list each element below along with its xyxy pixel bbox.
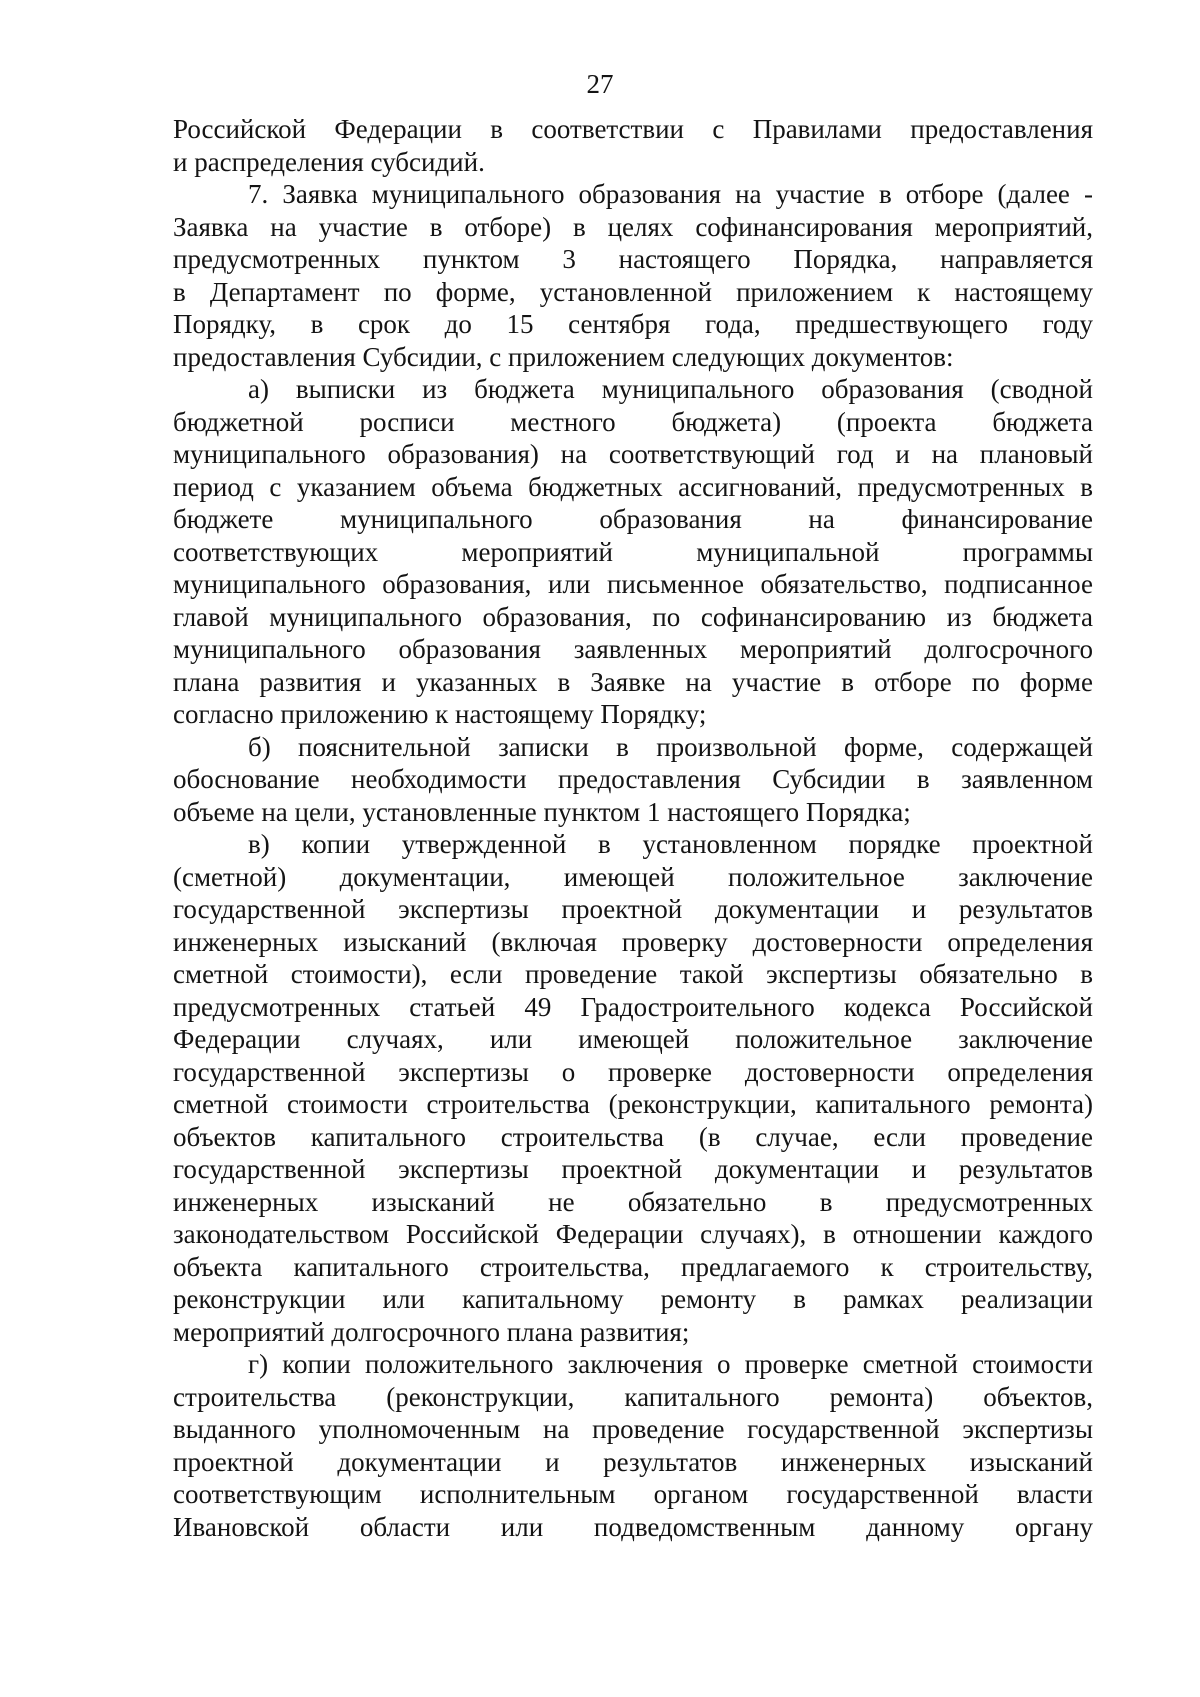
text-line: б) пояснительной записки в произвольной форме, содержащей bbox=[248, 731, 1093, 762]
text-line: мероприятий долгосрочного плана развития; bbox=[173, 1316, 690, 1347]
text-line: обоснование необходимости предоставления Субсидии в заявленном bbox=[173, 764, 1093, 794]
text-line: объеме на цели, установленные пунктом 1 настоящего Порядка; bbox=[173, 796, 911, 827]
text-line: предусмотренных статьей 49 Градостроительного кодекса Российской bbox=[173, 991, 1093, 1022]
text-line: г) копии положительного заключения о проверке сметной стоимости bbox=[248, 1349, 1093, 1379]
text-line: предусмотренных пунктом 3 настоящего Порядка, направляется bbox=[173, 244, 1093, 274]
page-number: 27 bbox=[586, 69, 614, 99]
text-line: и распределения субсидий. bbox=[173, 146, 485, 177]
text-line: объектов капитального строительства (в случае, если проведение bbox=[173, 1121, 1093, 1152]
paragraph-continuation bbox=[173, 113, 1093, 178]
text-line: сметной стоимости), если проведение такой экспертизы обязательно в bbox=[173, 959, 1093, 989]
text-line: Порядку, в срок до 15 сентября года, предшествующего году bbox=[173, 309, 1093, 339]
text-line: плана развития и указанных в Заявке на участие в отборе по форме bbox=[173, 666, 1093, 697]
document-body bbox=[173, 113, 1093, 1543]
text-line: Федерации случаях, или имеющей положительное заключение bbox=[173, 1024, 1093, 1054]
text-line: бюджетной росписи местного бюджета) (проекта бюджета bbox=[173, 406, 1093, 437]
text-line: соответствующим исполнительным органом государственной власти bbox=[173, 1479, 1093, 1509]
text-line: выданного уполномоченным на проведение государственной экспертизы bbox=[173, 1414, 1093, 1444]
text-line: (сметной) документации, имеющей положительное заключение bbox=[173, 861, 1093, 892]
text-line: период с указанием объема бюджетных ассигнований, предусмотренных в bbox=[173, 471, 1093, 502]
text-line: согласно приложению к настоящему Порядку; bbox=[173, 699, 707, 729]
text-line: в Департамент по форме, установленной приложением к настоящему bbox=[173, 276, 1093, 307]
text-line: муниципального образования заявленных мероприятий долгосрочного bbox=[173, 634, 1093, 664]
text-line: Российской Федерации в соответствии с Правилами предоставления bbox=[173, 114, 1093, 144]
text-line: предоставления Субсидии, с приложением следующих документов: bbox=[173, 341, 954, 372]
text-line: строительства (реконструкции, капитального ремонта) объектов, bbox=[173, 1381, 1093, 1412]
text-line: инженерных изысканий не обязательно в предусмотренных bbox=[173, 1186, 1093, 1217]
text-line: Ивановской области или подведомственным данному органу bbox=[173, 1511, 1093, 1542]
paragraph-item-7 bbox=[173, 178, 1093, 373]
text-line: объекта капитального строительства, предлагаемого к строительству, bbox=[173, 1251, 1093, 1282]
text-line: в) копии утвержденной в установленном порядке проектной bbox=[248, 829, 1093, 859]
paragraph-item-v bbox=[173, 828, 1093, 1348]
text-line: государственной экспертизы о проверке достоверности определения bbox=[173, 1056, 1093, 1087]
text-line: государственной экспертизы проектной документации и результатов bbox=[173, 894, 1093, 924]
text-line: проектной документации и результатов инженерных изысканий bbox=[173, 1446, 1093, 1477]
text-line: государственной экспертизы проектной документации и результатов bbox=[173, 1154, 1093, 1184]
text-line: реконструкции или капитальному ремонту в рамках реализации bbox=[173, 1284, 1093, 1314]
text-line: главой муниципального образования, по софинансированию из бюджета bbox=[173, 601, 1093, 632]
paragraph-item-b bbox=[173, 731, 1093, 829]
text-line: бюджете муниципального образования на финансирование bbox=[173, 504, 1093, 534]
text-line: соответствующих мероприятий муниципальной программы bbox=[173, 536, 1093, 567]
text-line: муниципального образования) на соответствующий год и на плановый bbox=[173, 439, 1093, 469]
text-line: сметной стоимости строительства (реконструкции, капитального ремонта) bbox=[173, 1089, 1093, 1119]
paragraph-item-g bbox=[173, 1348, 1093, 1543]
text-line: муниципального образования, или письменное обязательство, подписанное bbox=[173, 569, 1093, 599]
text-line: 7. Заявка муниципального образования на участие в отборе (далее - bbox=[248, 179, 1093, 209]
text-line: законодательством Российской Федерации случаях), в отношении каждого bbox=[173, 1219, 1093, 1249]
text-line: Заявка на участие в отборе) в целях софинансирования мероприятий, bbox=[173, 211, 1093, 242]
text-line: инженерных изысканий (включая проверку достоверности определения bbox=[173, 926, 1093, 957]
paragraph-item-a bbox=[173, 373, 1093, 731]
text-line: а) выписки из бюджета муниципального образования (сводной bbox=[248, 374, 1093, 404]
